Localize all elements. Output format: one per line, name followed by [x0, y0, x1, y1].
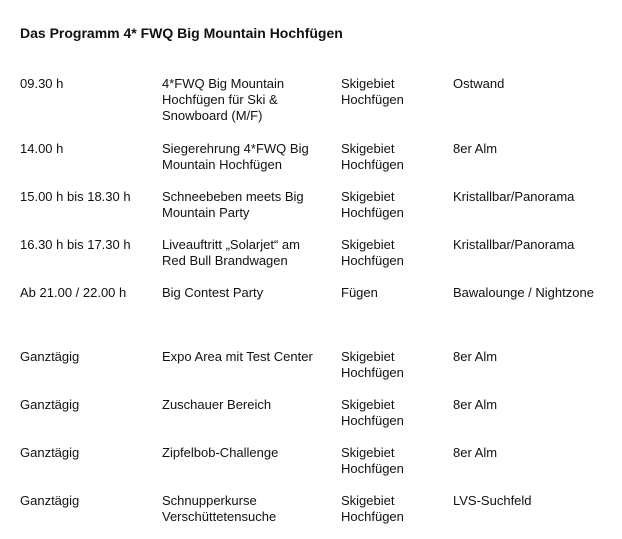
area-cell: [341, 237, 404, 269]
area-line: Skigebiet: [341, 445, 395, 460]
document-title: Das Programm 4* FWQ Big Mountain Hochfügen: [20, 25, 343, 41]
time-cell: Ganztägig: [20, 445, 80, 460]
area-line: Skigebiet: [341, 237, 395, 252]
place-cell: Kristallbar/Panorama: [453, 189, 575, 204]
event-cell: [162, 493, 276, 525]
area-line: Skigebiet: [341, 397, 395, 412]
area-line: Skigebiet: [341, 76, 395, 91]
event-line: Schnupperkurse: [162, 493, 257, 508]
area-line: Hochfügen: [341, 365, 404, 380]
area-cell: [341, 349, 404, 381]
event-line: Zipfelbob-Challenge: [162, 445, 279, 460]
area-cell: [341, 141, 404, 173]
event-cell: [162, 76, 284, 124]
place-cell: 8er Alm: [453, 141, 498, 156]
place-cell: Bawalounge / Nightzone: [453, 285, 594, 300]
area-line: Skigebiet: [341, 141, 395, 156]
place-cell: 8er Alm: [453, 349, 498, 364]
place-cell: 8er Alm: [453, 397, 498, 412]
area-cell: [341, 189, 404, 221]
place-cell: Ostwand: [453, 76, 505, 91]
event-cell: [162, 285, 263, 301]
time-cell: 16.30 h bis 17.30 h: [20, 237, 131, 252]
area-cell: [341, 493, 404, 525]
event-line: Siegerehrung 4*FWQ Big: [162, 141, 309, 156]
area-line: Hochfügen: [341, 509, 404, 524]
area-line: Hochfügen: [341, 205, 404, 220]
place-cell: 8er Alm: [453, 445, 498, 460]
area-line: Hochfügen: [341, 157, 404, 172]
event-line: Big Contest Party: [162, 285, 264, 300]
area-cell: [341, 445, 404, 477]
event-line: Zuschauer Bereich: [162, 397, 272, 412]
event-line: Hochfügen für Ski &: [162, 92, 278, 107]
time-cell: 09.30 h: [20, 76, 64, 91]
event-line: Mountain Party: [162, 205, 250, 220]
time-cell: Ganztägig: [20, 493, 80, 508]
area-cell: [341, 285, 378, 301]
event-cell: [162, 237, 300, 269]
place-cell: LVS-Suchfeld: [453, 493, 532, 508]
time-cell: 14.00 h: [20, 141, 64, 156]
area-line: Fügen: [341, 285, 378, 300]
area-line: Hochfügen: [341, 253, 404, 268]
area-line: Skigebiet: [341, 493, 395, 508]
event-line: Expo Area mit Test Center: [162, 349, 313, 364]
event-line: Snowboard (M/F): [162, 108, 263, 123]
area-line: Skigebiet: [341, 189, 395, 204]
event-line: 4*FWQ Big Mountain: [162, 76, 285, 91]
event-line: Schneebeben meets Big: [162, 189, 304, 204]
area-cell: [341, 76, 404, 108]
area-line: Hochfügen: [341, 413, 404, 428]
area-line: Hochfügen: [341, 461, 404, 476]
event-cell: [162, 141, 309, 173]
event-line: Verschüttetensuche: [162, 509, 277, 524]
area-line: Hochfügen: [341, 92, 404, 107]
event-line: Liveauftritt „Solarjet“ am: [162, 237, 300, 252]
time-cell: Ab 21.00 / 22.00 h: [20, 285, 127, 300]
place-cell: Kristallbar/Panorama: [453, 237, 575, 252]
time-cell: Ganztägig: [20, 349, 80, 364]
event-cell: [162, 397, 271, 413]
area-line: Skigebiet: [341, 349, 395, 364]
event-cell: [162, 445, 278, 461]
event-line: Red Bull Brandwagen: [162, 253, 288, 268]
time-cell: Ganztägig: [20, 397, 80, 412]
event-cell: [162, 349, 313, 365]
event-cell: [162, 189, 304, 221]
area-cell: [341, 397, 404, 429]
event-line: Mountain Hochfügen: [162, 157, 282, 172]
time-cell: 15.00 h bis 18.30 h: [20, 189, 131, 204]
